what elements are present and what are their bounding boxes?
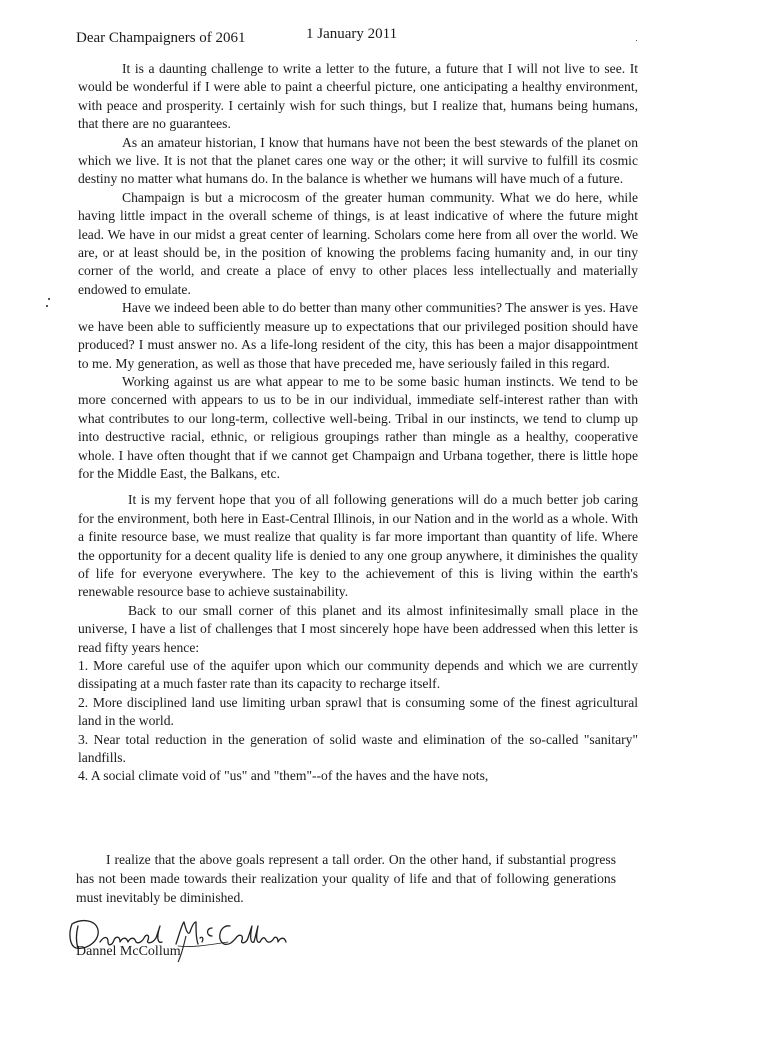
paragraph-3: Champaign is but a microcosm of the greater human community. What we do here, while having little impact in the overall scheme of things, is at least indicative of where the future might lead. We have in our midst a great center of learning. Scholars come here from all over the world. We are, or at least should be, in the position of knowing the problems facing humanity and, in our tiny corner of the world, and create a place of envy to other places less intellectually and materially endowed to emulate.	[78, 189, 638, 297]
list-item: 1. More careful use of the aquifer upon which our community depends and which we are currently dissipating at a much faster rate than its capacity to recharge itself.	[78, 658, 638, 692]
signature-tail-mark	[176, 934, 188, 964]
scan-speck	[636, 40, 637, 41]
paragraph-6: It is my fervent hope that you of all following generations will do a much better job caring for the environment, both here in East-Central Illinois, in our Nation and in the world as a whole. With a finite resource base, we must realize that quality is far more important than quantity of life. Where the opportunity for a decent quality life is denied to any one group anywhere, it diminishes the quality of life for everyone everywhere. The key to the achievement of this is living within the earth's renewable resource base to achieve sustainability.	[78, 492, 638, 600]
paragraph-2: As an amateur historian, I know that humans have not been the best stewards of the planet on which we live. It is not that the planet cares one way or the other; it will survive to fulfill its cosmic destiny no matter what humans do. In the balance is whether we humans will have much of a future.	[78, 134, 638, 187]
paragraph-4: Have we indeed been able to do better than many other communities? The answer is yes. Have we have been able to sufficiently measure up to expectations that our privileged position should have produced? I must answer no. As a life-long resident of the city, this has been a major disappointment to me. My generation, as well as those that have preceded me, have seriously failed in this regard.	[78, 300, 638, 371]
scan-speck	[48, 298, 50, 300]
letter-body	[78, 60, 638, 786]
list-item: 2. More disciplined land use limiting urban sprawl that is consuming some of the finest agricultural land in the world.	[78, 694, 638, 729]
letter-date: 1 January 2011	[306, 26, 398, 42]
list-item: 3. Near total reduction in the generation of solid waste and elimination of the so-called "sanitary" landfills.	[78, 731, 638, 766]
closing-paragraph: I realize that the above goals represent a tall order. On the other hand, if substantial progress has not been made towards their realization your quality of life and that of following generations must inevitably be diminished.	[76, 852, 616, 905]
signer-name: Dannel McCollum	[76, 944, 181, 959]
paragraph-7: Back to our small corner of this planet and its almost infinitesimally small place in the universe, I have a list of challenges that I most sincerely hope have been addressed when this letter is read fifty years hence:	[78, 602, 638, 655]
paragraph-5: Working against us are what appear to me to be some basic human instincts. We tend to be more concerned with appears to us to be in our individual, immediate self-interest rather than with what contributes to our long-term, collective well-being. Tribal in our instincts, we tend to clump up into destructive racial, ethnic, or religious groupings rather than mingle as a healthy, cooperative whole. I have often thought that if we cannot get Champaign and Urbana together, there is little hope for the Middle East, the Balkans, etc.	[78, 373, 638, 481]
paragraph-1: It is a daunting challenge to write a letter to the future, a future that I will not live to see. It would be wonderful if I were able to paint a cheerful picture, one anticipating a healthy environment, with peace and prosperity. I certainly wish for such things, but I realize that, humans being humans, that there are no guarantees.	[78, 61, 638, 132]
list-item: 4. A social climate void of "us" and "them"--of the haves and the have nots,	[78, 768, 489, 784]
scan-speck	[46, 305, 48, 307]
salutation: Dear Champaigners of 2061	[76, 30, 246, 46]
